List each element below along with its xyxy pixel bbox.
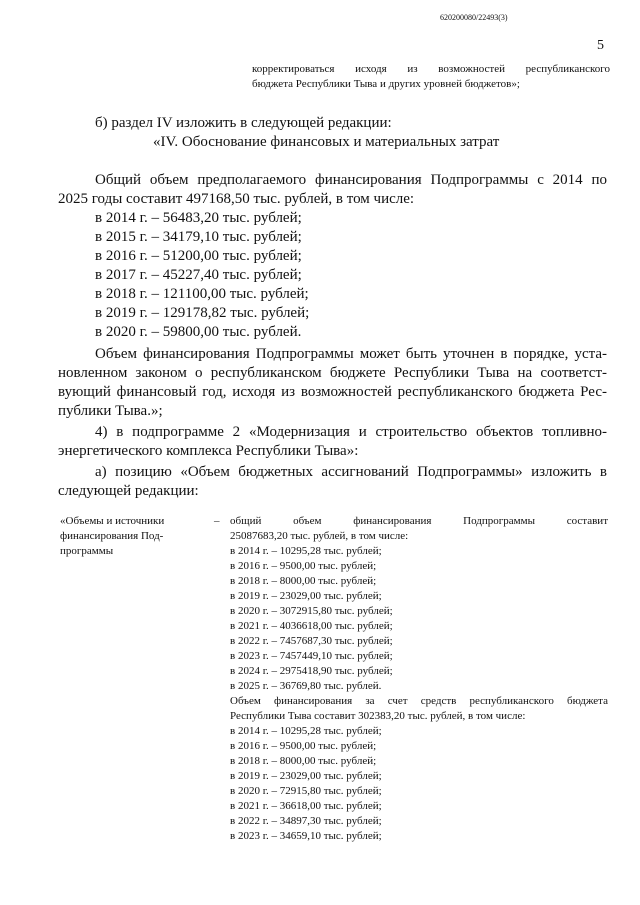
year-item: в 2017 г. – 45227,40 тыс. рублей; <box>95 267 302 283</box>
republic-year-item: в 2021 г. – 36618,00 тыс. рублей; <box>230 800 382 812</box>
republic-intro-line: Республики Тыва составит 302383,20 тыс. рублей, в том числе: <box>230 710 526 722</box>
paragraph-line: энергетического комплекса Республики Тыва»: <box>58 443 359 459</box>
table-year-item: в 2014 г. – 10295,28 тыс. рублей; <box>230 545 382 557</box>
year-item: в 2016 г. – 51200,00 тыс. рублей; <box>95 248 302 264</box>
table-label-line: программы <box>60 545 114 557</box>
paragraph-line: новленном законом о республиканском бюджете Республики Тыва на соответст- <box>58 365 607 381</box>
year-item: в 2018 г. – 121100,00 тыс. рублей; <box>95 286 309 302</box>
republic-year-item: в 2014 г. – 10295,28 тыс. рублей; <box>230 725 382 737</box>
paragraph-line: следующей редакции: <box>58 483 199 499</box>
section-title: «IV. Обоснование финансовых и материальных затрат <box>153 134 500 150</box>
table-year-item: в 2021 г. – 4036618,00 тыс. рублей; <box>230 620 393 632</box>
table-dash: – <box>214 515 220 527</box>
paragraph-line: 4) в подпрограмме 2 «Модернизация и строительство объектов топливно- <box>95 424 607 440</box>
table-label-line: «Объемы и источники <box>60 515 165 527</box>
year-item: в 2020 г. – 59800,00 тыс. рублей. <box>95 324 302 340</box>
paragraph-line: а) позицию «Объем бюджетных ассигнований Подпрограммы» изложить в <box>95 464 607 480</box>
republic-intro-line: Объем финансирования за счет средств республиканского бюджета <box>230 695 608 707</box>
paragraph-line: вующий финансовый год, исходя из возможностей республиканского бюджета Рес- <box>58 384 607 400</box>
table-label-cell <box>60 514 210 559</box>
continued-fragment <box>252 62 610 92</box>
year-item: в 2019 г. – 129178,82 тыс. рублей; <box>95 305 310 321</box>
document-id: 620200080/22493(3) <box>440 13 508 22</box>
table-year-item: в 2025 г. – 36769,80 тыс. рублей. <box>230 680 382 692</box>
table-value-cell <box>230 514 608 844</box>
table-year-item: в 2018 г. – 8000,00 тыс. рублей; <box>230 575 377 587</box>
fragment-line: корректироваться исходя из возможностей республиканского <box>252 63 610 75</box>
republic-year-item: в 2023 г. – 34659,10 тыс. рублей; <box>230 830 382 842</box>
year-item: в 2014 г. – 56483,20 тыс. рублей; <box>95 210 302 226</box>
republic-year-item: в 2016 г. – 9500,00 тыс. рублей; <box>230 740 377 752</box>
table-year-item: в 2019 г. – 23029,00 тыс. рублей; <box>230 590 382 602</box>
year-item: в 2015 г. – 34179,10 тыс. рублей; <box>95 229 302 245</box>
republic-year-item: в 2020 г. – 72915,80 тыс. рублей; <box>230 785 382 797</box>
table-year-item: в 2016 г. – 9500,00 тыс. рублей; <box>230 560 377 572</box>
paragraph-line: публики Тыва.»; <box>58 403 163 419</box>
fragment-line: бюджета Республики Тыва и других уровней бюджетов»; <box>252 78 520 90</box>
table-year-item: в 2023 г. – 7457449,10 тыс. рублей; <box>230 650 393 662</box>
page-number: 5 <box>597 38 604 53</box>
table-intro-line: общий объем финансирования Подпрограммы составит <box>230 515 608 527</box>
table-year-item: в 2024 г. – 2975418,90 тыс. рублей; <box>230 665 393 677</box>
total-financing-line: Общий объем предполагаемого финансирования Подпрограммы с 2014 по <box>95 172 607 188</box>
total-financing-line: 2025 годы составит 497168,50 тыс. рублей, в том числе: <box>58 191 415 207</box>
table-year-item: в 2022 г. – 7457687,30 тыс. рублей; <box>230 635 393 647</box>
table-label-line: финансирования Под- <box>60 530 164 542</box>
table-intro-line: 25087683,20 тыс. рублей, в том числе: <box>230 530 409 542</box>
republic-year-item: в 2019 г. – 23029,00 тыс. рублей; <box>230 770 382 782</box>
section-b-instruction: б) раздел IV изложить в следующей редакции: <box>95 115 392 131</box>
table-year-item: в 2020 г. – 3072915,80 тыс. рублей; <box>230 605 393 617</box>
paragraph-line: Объем финансирования Подпрограммы может быть уточнен в порядке, уста- <box>95 346 607 362</box>
republic-year-item: в 2022 г. – 34897,30 тыс. рублей; <box>230 815 382 827</box>
republic-year-item: в 2018 г. – 8000,00 тыс. рублей; <box>230 755 377 767</box>
